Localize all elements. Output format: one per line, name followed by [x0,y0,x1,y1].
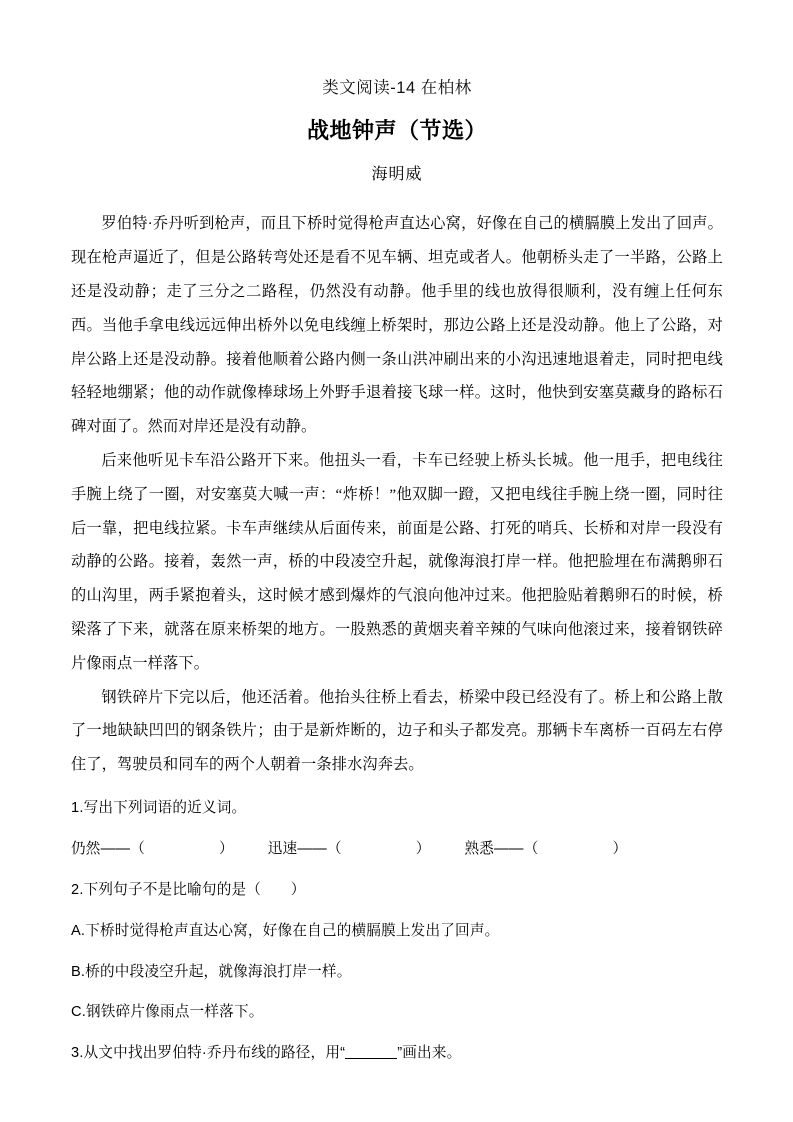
worksheet-header: 类文阅读-14 在柏林 [322,79,472,97]
option-label-c: C. [71,1004,86,1021]
option-text-b: 桥的中段凌空升起，就像海浪打岸一样。 [85,963,352,980]
document-content [71,0,723,1085]
synonym-blank-1[interactable]: （ ） [130,840,234,857]
option-label-b: B. [71,963,86,980]
question-3-blank-line[interactable] [345,1045,397,1059]
synonym-dash-1: —— [100,840,131,857]
synonym-pair-2[interactable] [268,840,431,860]
option-text-c: 钢铁碎片像雨点一样落下。 [86,1004,264,1021]
question-2-text[interactable]: 下列句子不是比喻句的是（ ） [83,882,306,899]
synonym-pair-3[interactable] [465,840,628,860]
question-2-option-c[interactable] [71,1003,723,1044]
question-2 [71,881,723,922]
question-2-number: 2. [71,882,84,899]
synonym-blank-2[interactable]: （ ） [326,840,431,857]
question-3-number: 3. [71,1045,84,1062]
synonym-dash-2: —— [297,840,327,857]
passage-paragraph: 后来他听见卡车沿公路开下来。他扭头一看，卡车已经驶上桥头长城。他一甩手，把电线往手腕上绕了一圈，对安塞莫大喊一声：“炸桥！”他双脚一蹬，又把电线往手腕上绕一圈，同时往后一靠，把电线拉紧。卡车声继续从后面传来，前面是公路、打死的哨兵、长桥和对岸一段没有动静的公路。接着，轰然一声，桥的中段凌空升起，就像海浪打岸一样。他把脸埋在布满鹅卵石的山沟里，两手紧抱着头，这时候才感到爆炸的气浪向他冲过来。他把脸贴着鹅卵石的时候，桥梁落了下来，就落在原来桥架的地方。一股熟悉的黄烟夹着辛辣的气味向他滚过来，接着钢铁碎片像雨点一样落下。 [71,451,723,672]
synonym-word-3: 熟悉 [464,840,495,857]
page-title: 战地钟声（节选） [306,117,487,143]
synonym-blank-3[interactable]: （ ） [523,840,628,857]
synonym-word-2: 迅速 [267,840,298,857]
reading-passage [71,184,723,782]
question-1 [71,799,723,840]
question-2-option-b[interactable] [71,963,723,1004]
passage-paragraph: 罗伯特·乔丹听到枪声，而且下桥时觉得枪声直达心窝，好像在自己的横膈膜上发出了回声。现在枪声逼近了，但是公路转弯处还是看不见车辆、坦克或者人。他朝桥头走了一半路，公路上还是没动静；走了三分之二路程，仍然没有动静。他手里的线也放得很顺利，没有缠上任何东西。当他手拿电线远远伸出桥外以免电线缠上桥架时，那边公路上还是没动静。他上了公路，对岸公路上还是没动静。接着他顺着公路内侧一条山洪冲刷出来的小沟迅速地退着走，同时把电线轻轻地绷紧；他的动作就像棒球场上外野手退着接飞球一样。这时，他快到安塞莫藏身的路标石碑对面了。然而对岸还是没有动静。 [71,215,723,436]
question-3-text-after: ”画出来。 [397,1045,462,1062]
question-3 [71,1044,723,1085]
question-1-number: 1. [71,799,84,816]
author-name: 海明威 [371,166,423,184]
question-1-text: 写出下列词语的近义词。 [83,799,247,816]
question-1-answer-row [71,840,723,882]
question-2-option-a[interactable] [71,922,723,963]
synonym-word-1: 仍然 [71,840,101,857]
option-text-a: 下桥时觉得枪声直达心窝，好像在自己的横膈膜上发出了回声。 [85,922,500,939]
questions-section [71,782,723,1085]
question-3-text-before: 从文中找出罗伯特·乔丹布线的路径，用“ [83,1045,346,1062]
synonym-dash-3: —— [494,840,524,857]
option-label-a: A. [71,922,86,939]
passage-paragraph: 钢铁碎片下完以后，他还活着。他抬头往桥上看去，桥梁中段已经没有了。桥上和公路上散了一地缺缺凹凹的钢条铁片；由于是新炸断的，边子和头子都发亮。那辆卡车离桥一百码左右停住了，驾驶员和同车的两个人朝着一条排水沟奔去。 [71,688,723,774]
synonym-pair-1[interactable] [71,840,234,860]
